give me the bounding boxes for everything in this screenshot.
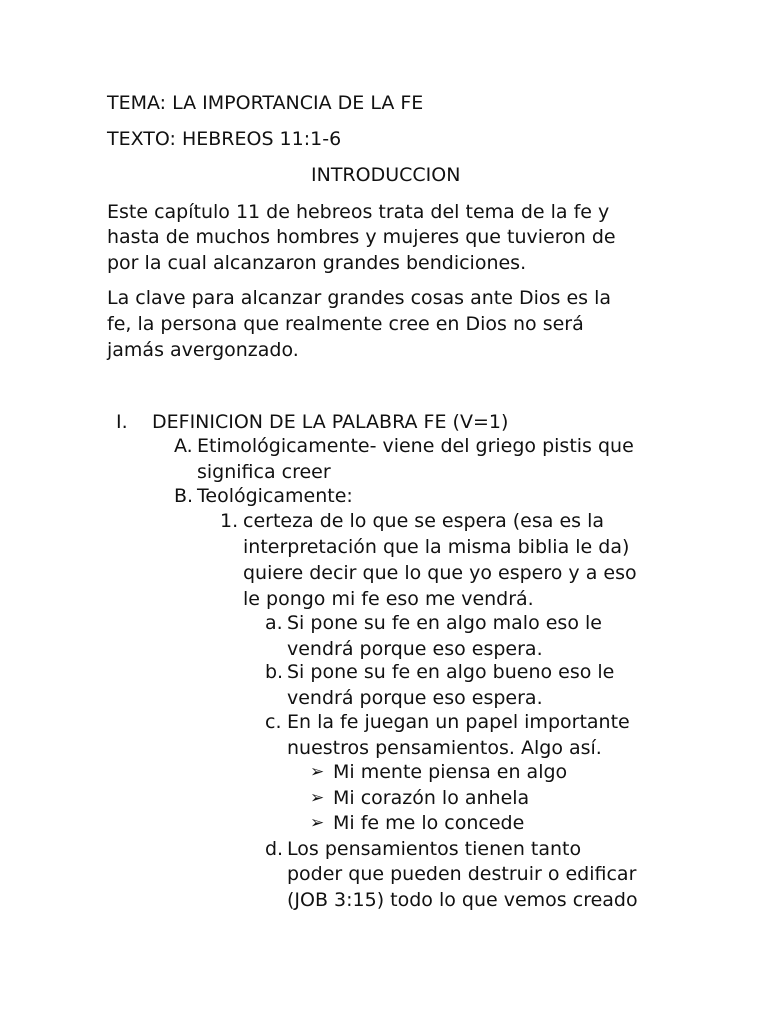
outline-line: quiere decir que lo que yo espero y a eso (243, 562, 637, 584)
letter-marker: d. (265, 838, 284, 860)
arrow-bullet-icon: ➢ (310, 813, 325, 833)
outline-line: interpretación que la misma biblia le da) (243, 536, 630, 558)
intro-p1-line: hasta de muchos hombres y mujeres que tuvieron de (107, 226, 616, 248)
arrow-bullet-icon: ➢ (310, 788, 325, 808)
letter-marker: b. (265, 661, 284, 683)
outline-line: le pongo mi fe eso me vendrá. (243, 588, 534, 610)
outline-line: significa creer (197, 461, 331, 483)
letter-marker: B. (174, 485, 194, 507)
outline-line: vendrá porque eso espera. (287, 638, 543, 660)
outline-line: Si pone su fe en algo malo eso le (287, 612, 602, 634)
intro-p2-line: jamás avergonzado. (107, 339, 299, 361)
introduction-heading: INTRODUCCION (311, 164, 461, 186)
outline-line: vendrá porque eso espera. (287, 687, 543, 709)
outline-line: Si pone su fe en algo bueno eso le (287, 661, 615, 683)
outline-line: poder que pueden destruir o edificar (287, 863, 637, 885)
texto-line: TEXTO: HEBREOS 11:1-6 (107, 128, 342, 150)
intro-p1-line: por la cual alcanzaron grandes bendiciones. (107, 252, 527, 274)
letter-marker: A. (174, 435, 193, 457)
arrow-bullet-icon: ➢ (310, 762, 325, 782)
outline-line: certeza de lo que se espera (esa es la (243, 510, 604, 532)
bullet-item: Mi fe me lo concede (333, 812, 525, 834)
outline-line: nuestros pensamientos. Algo así. (287, 737, 602, 759)
bullet-item: Mi mente piensa en algo (333, 761, 568, 783)
letter-marker: a. (265, 612, 283, 634)
outline-line: Los pensamientos tienen tanto (287, 838, 582, 860)
outline-line: En la fe juegan un papel importante (287, 711, 630, 733)
tema-line: TEMA: LA IMPORTANCIA DE LA FE (107, 92, 424, 114)
bullet-item: Mi corazón lo anhela (333, 787, 530, 809)
roman-numeral-marker: I. (116, 411, 128, 433)
intro-p1-line: Este capítulo 11 de hebreos trata del tema de la fe y (107, 201, 610, 223)
intro-p2-line: fe, la persona que realmente cree en Dios no será (107, 313, 584, 335)
outline-line: (JOB 3:15) todo lo que vemos creado (287, 889, 638, 911)
section-1-title: DEFINICION DE LA PALABRA FE (V=1) (152, 411, 509, 433)
letter-marker: c. (265, 711, 282, 733)
outline-line: Teológicamente: (197, 485, 353, 507)
number-marker: 1. (220, 510, 239, 532)
outline-line: Etimológicamente- viene del griego pistis que (197, 435, 634, 457)
intro-p2-line: La clave para alcanzar grandes cosas ante Dios es la (107, 287, 612, 309)
